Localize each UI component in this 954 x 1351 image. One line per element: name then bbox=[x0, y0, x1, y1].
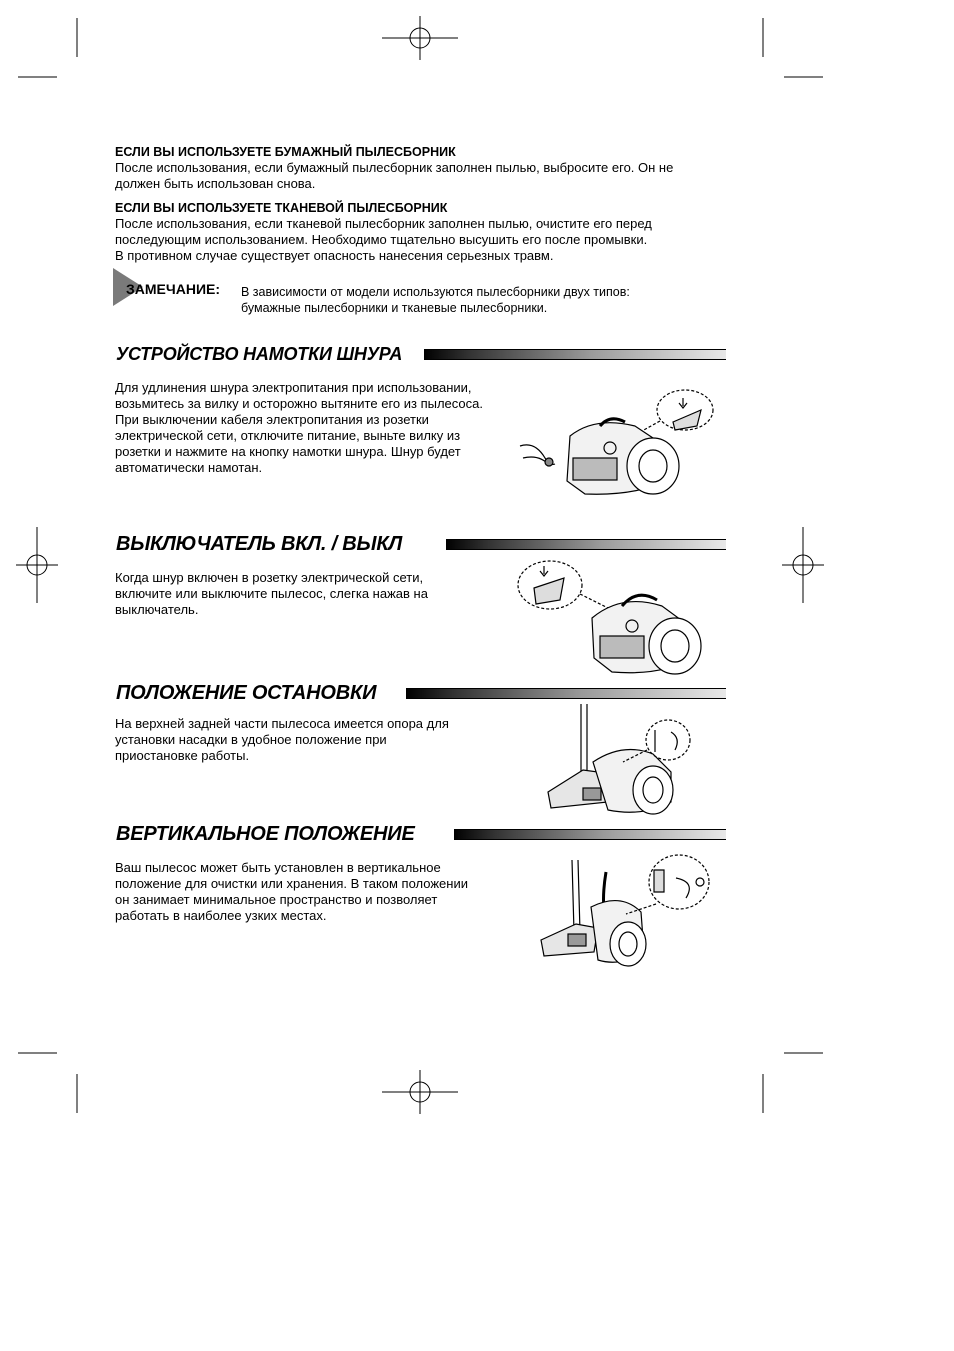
upright-position-illustration bbox=[536, 852, 716, 970]
section-divider-4 bbox=[454, 829, 726, 840]
upright-line-3: он занимает минимальное пространство и позволяет bbox=[115, 892, 438, 907]
parking-line-2: установки насадки в удобное положение при bbox=[115, 732, 387, 747]
upright-line-4: работать в наиболее узких местах. bbox=[115, 908, 327, 923]
section-divider-2 bbox=[446, 539, 726, 550]
cord-line-3: При выключении кабеля электропитания из розетки bbox=[115, 412, 429, 427]
cloth-bag-heading: ЕСЛИ ВЫ ИСПОЛЬЗУЕТЕ ТКАНЕВОЙ ПЫЛЕСБОРНИК bbox=[115, 201, 448, 215]
registration-mark-bottom bbox=[382, 1070, 458, 1114]
switch-line-1: Когда шнур включен в розетку электрической сети, bbox=[115, 570, 424, 585]
paper-bag-line-2: должен быть использован снова. bbox=[115, 176, 316, 191]
cord-line-5: розетки и нажмите на кнопку намотки шнура. Шнур будет bbox=[115, 444, 461, 459]
note-line-1: В зависимости от модели используются пылесборники двух типов: bbox=[241, 285, 630, 299]
section-title-parking: ПОЛОЖЕНИЕ ОСТАНОВКИ bbox=[116, 682, 377, 704]
parking-line-1: На верхней задней части пылесоса имеется опора для bbox=[115, 716, 449, 731]
cord-rewind-illustration bbox=[515, 386, 715, 506]
registration-mark-top bbox=[382, 16, 458, 60]
section-divider-1 bbox=[424, 349, 726, 360]
cord-line-2: возьмитесь за вилку и осторожно вытяните его из пылесоса. bbox=[115, 396, 483, 411]
section-body-cord-rewind bbox=[115, 380, 483, 476]
section-body-upright bbox=[115, 860, 468, 924]
switch-line-2: включите или выключите пылесос, слегка нажав на bbox=[115, 586, 428, 601]
note-text bbox=[241, 284, 721, 316]
section-body-parking bbox=[115, 716, 449, 764]
power-switch-illustration bbox=[512, 558, 712, 680]
note-line-2: бумажные пылесборники и тканевые пылесборники. bbox=[241, 301, 548, 315]
upright-line-1: Ваш пылесос может быть установлен в вертикальное bbox=[115, 860, 441, 875]
note-box bbox=[113, 268, 733, 318]
cloth-bag-line-3: В противном случае существует опасность нанесения серьезных травм. bbox=[115, 248, 554, 263]
section-title-power-switch: ВЫКЛЮЧАТЕЛЬ ВКЛ. / ВЫКЛ bbox=[116, 533, 402, 555]
cloth-bag-line-1: После использования, если тканевой пылесборник заполнен пылью, очистите его перед bbox=[115, 216, 652, 231]
parking-position-illustration bbox=[543, 702, 703, 824]
registration-mark-left bbox=[16, 527, 58, 603]
cord-line-6: автоматически намотан. bbox=[115, 460, 263, 475]
paper-bag-line-1: После использования, если бумажный пылесборник заполнен пылью, выбросите его. Он не bbox=[115, 160, 674, 175]
cloth-bag-block bbox=[115, 200, 735, 264]
registration-mark-right bbox=[782, 527, 824, 603]
paper-bag-block bbox=[115, 144, 735, 192]
paper-bag-heading: ЕСЛИ ВЫ ИСПОЛЬЗУЕТЕ БУМАЖНЫЙ ПЫЛЕСБОРНИК bbox=[115, 145, 456, 159]
section-title-cord-rewind: УСТРОЙСТВО НАМОТКИ ШНУРА bbox=[116, 344, 403, 364]
upright-line-2: положение для очистки или хранения. В таком положении bbox=[115, 876, 468, 891]
section-body-power-switch bbox=[115, 570, 428, 618]
switch-line-3: выключатель. bbox=[115, 602, 199, 617]
cord-line-1: Для удлинения шнура электропитания при использовании, bbox=[115, 380, 472, 395]
note-label: ЗАМЕЧАНИЕ: bbox=[126, 281, 221, 297]
parking-line-3: приостановке работы. bbox=[115, 748, 250, 763]
section-divider-3 bbox=[406, 688, 726, 699]
section-title-upright: ВЕРТИКАЛЬНОЕ ПОЛОЖЕНИЕ bbox=[116, 823, 415, 845]
cloth-bag-line-2: последующим использованием. Необходимо тщательно высушить его после промывки. bbox=[115, 232, 648, 247]
cord-line-4: электрической сети, отключите питание, выньте вилку из bbox=[115, 428, 461, 443]
